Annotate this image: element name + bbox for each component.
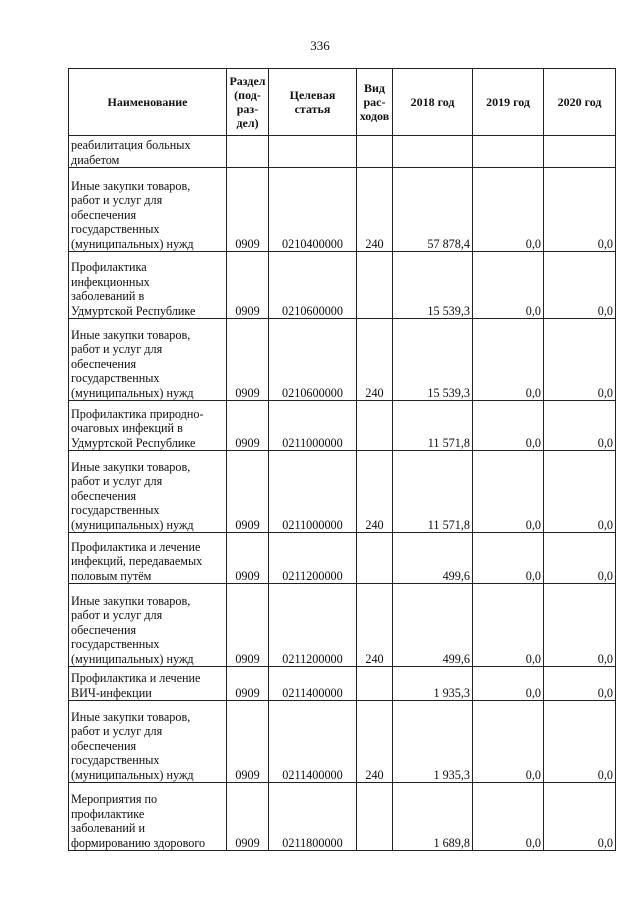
row-section: 0909 — [227, 401, 269, 451]
row-target: 0210400000 — [269, 168, 357, 252]
header-2020: 2020 год — [544, 69, 616, 136]
row-type: 240 — [357, 701, 393, 783]
row-section: 0909 — [227, 252, 269, 319]
row-type — [357, 783, 393, 851]
row-section: 0909 — [227, 168, 269, 252]
row-name: Иные закупки товаров, работ и услуг для обеспечения государственных (муниципальных) нужд — [69, 168, 227, 252]
row-2020: 0,0 — [544, 252, 616, 319]
table-row — [69, 584, 616, 667]
row-2019: 0,0 — [473, 667, 544, 701]
row-name: Мероприятия по профилактике заболеваний и формированию здорового — [69, 783, 227, 851]
header-section: Раздел (под- раз- дел) — [227, 69, 269, 136]
row-section: 0909 — [227, 701, 269, 783]
row-section — [227, 136, 269, 168]
row-target: 0210600000 — [269, 319, 357, 401]
row-2019: 0,0 — [473, 401, 544, 451]
header-target: Целевая статья — [269, 69, 357, 136]
row-type — [357, 667, 393, 701]
row-type: 240 — [357, 451, 393, 533]
header-2019: 2019 год — [473, 69, 544, 136]
row-2018 — [393, 136, 473, 168]
row-type: 240 — [357, 319, 393, 401]
header-row — [69, 69, 616, 136]
row-section: 0909 — [227, 319, 269, 401]
row-type: 240 — [357, 168, 393, 252]
row-target: 0211000000 — [269, 451, 357, 533]
row-2020: 0,0 — [544, 584, 616, 667]
row-2020: 0,0 — [544, 701, 616, 783]
budget-table — [68, 68, 616, 851]
row-2018: 15 539,3 — [393, 252, 473, 319]
row-2018: 1 935,3 — [393, 667, 473, 701]
header-name: Наименование — [69, 69, 227, 136]
table-row — [69, 451, 616, 533]
row-type — [357, 401, 393, 451]
header-type: Вид рас- ходов — [357, 69, 393, 136]
row-name: Иные закупки товаров, работ и услуг для обеспечения государственных (муниципальных) нужд — [69, 319, 227, 401]
row-type — [357, 533, 393, 584]
row-2019: 0,0 — [473, 451, 544, 533]
row-2020: 0,0 — [544, 667, 616, 701]
row-name: Профилактика и лечение инфекций, передаваемых половым путём — [69, 533, 227, 584]
row-2019: 0,0 — [473, 168, 544, 252]
row-2019: 0,0 — [473, 783, 544, 851]
row-2020: 0,0 — [544, 401, 616, 451]
header-2018: 2018 год — [393, 69, 473, 136]
row-2018: 11 571,8 — [393, 401, 473, 451]
row-target: 0211800000 — [269, 783, 357, 851]
row-name: Иные закупки товаров, работ и услуг для обеспечения государственных (муниципальных) нужд — [69, 701, 227, 783]
row-name: Профилактика и лечение ВИЧ-инфекции — [69, 667, 227, 701]
row-2018: 499,6 — [393, 533, 473, 584]
row-section: 0909 — [227, 451, 269, 533]
row-name: Иные закупки товаров, работ и услуг для обеспечения государственных (муниципальных) нужд — [69, 584, 227, 667]
row-target: 0211200000 — [269, 584, 357, 667]
table-row — [69, 252, 616, 319]
row-2018: 15 539,3 — [393, 319, 473, 401]
row-target: 0211400000 — [269, 667, 357, 701]
row-2019 — [473, 136, 544, 168]
row-2018: 1 935,3 — [393, 701, 473, 783]
row-2018: 11 571,8 — [393, 451, 473, 533]
row-2019: 0,0 — [473, 319, 544, 401]
table-row — [69, 319, 616, 401]
row-target — [269, 136, 357, 168]
row-2018: 499,6 — [393, 584, 473, 667]
row-target: 0210600000 — [269, 252, 357, 319]
row-section: 0909 — [227, 667, 269, 701]
row-section: 0909 — [227, 783, 269, 851]
table-row — [69, 533, 616, 584]
table-row — [69, 401, 616, 451]
row-name: Профилактика инфекционных заболеваний в Удмуртской Республике — [69, 252, 227, 319]
row-2019: 0,0 — [473, 701, 544, 783]
row-2020: 0,0 — [544, 533, 616, 584]
row-type: 240 — [357, 584, 393, 667]
row-2018: 57 878,4 — [393, 168, 473, 252]
row-2020: 0,0 — [544, 451, 616, 533]
table-row — [69, 783, 616, 851]
table-row — [69, 667, 616, 701]
row-2019: 0,0 — [473, 584, 544, 667]
table-row — [69, 168, 616, 252]
table-row — [69, 136, 616, 168]
row-target: 0211400000 — [269, 701, 357, 783]
table-row — [69, 701, 616, 783]
row-name: реабилитация больных диабетом — [69, 136, 227, 168]
row-2020 — [544, 136, 616, 168]
row-type — [357, 252, 393, 319]
row-2018: 1 689,8 — [393, 783, 473, 851]
row-2020: 0,0 — [544, 168, 616, 252]
row-2020: 0,0 — [544, 783, 616, 851]
row-name: Профилактика природно- очаговых инфекций в Удмуртской Республике — [69, 401, 227, 451]
row-name: Иные закупки товаров, работ и услуг для обеспечения государственных (муниципальных) нужд — [69, 451, 227, 533]
row-target: 0211000000 — [269, 401, 357, 451]
page-number: 336 — [310, 38, 330, 53]
row-2019: 0,0 — [473, 252, 544, 319]
row-2020: 0,0 — [544, 319, 616, 401]
row-target: 0211200000 — [269, 533, 357, 584]
row-section: 0909 — [227, 584, 269, 667]
row-2019: 0,0 — [473, 533, 544, 584]
row-section: 0909 — [227, 533, 269, 584]
row-type — [357, 136, 393, 168]
